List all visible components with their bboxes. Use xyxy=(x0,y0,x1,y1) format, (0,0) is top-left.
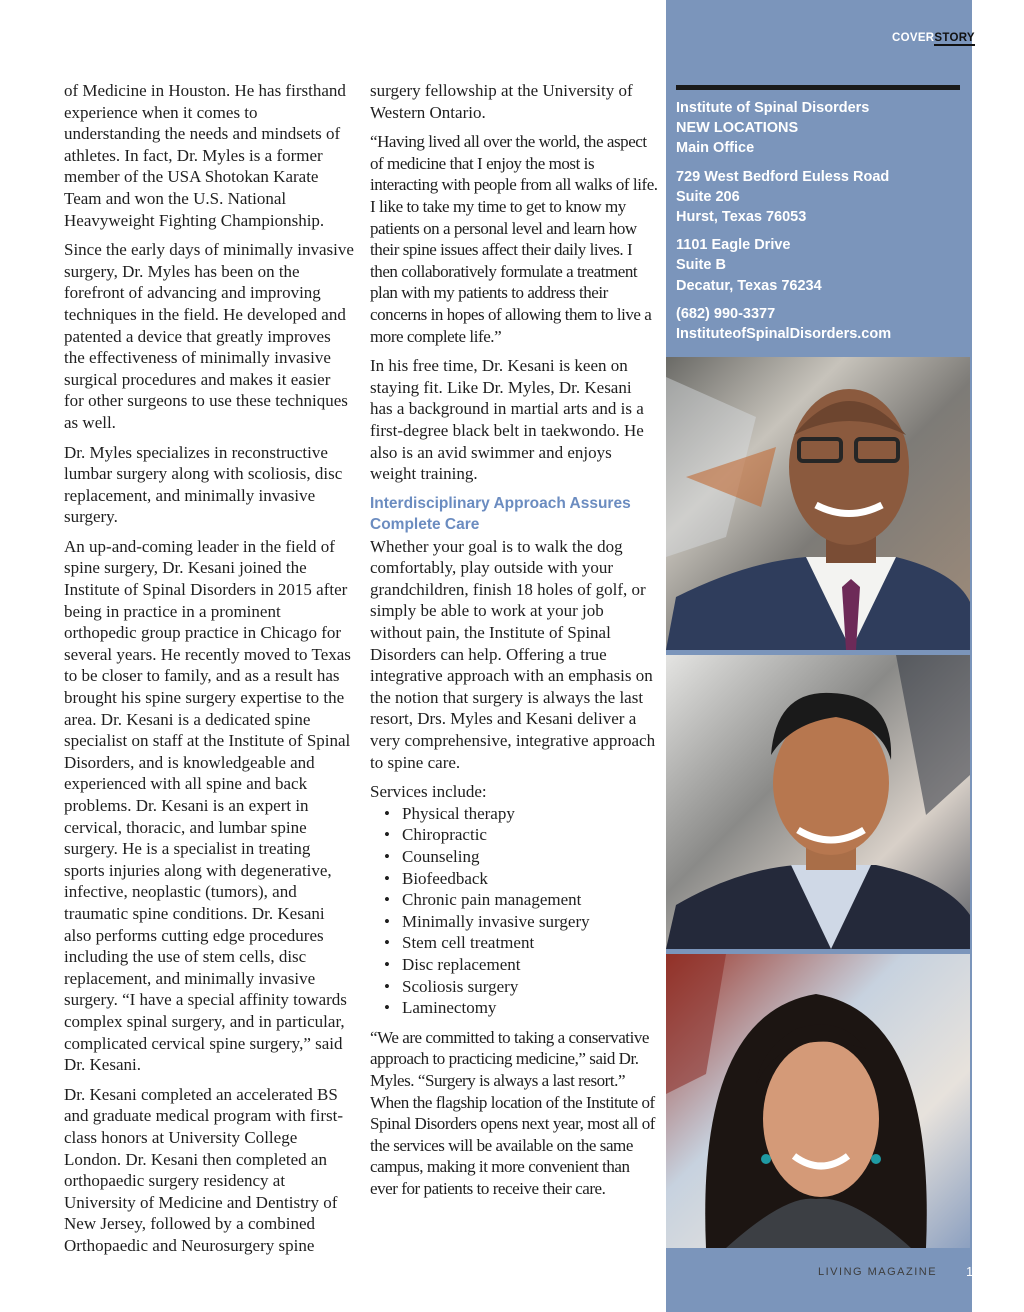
article-paragraph: Dr. Kesani completed an accelerated BS and graduate medical program with first-class honors at University College London. Dr. Kesani then completed an orthopaedic surgery residency at University of Medicine and Dentistry of New Jersey, followed by a combined Orthopaedic and Neurosurgery spine xyxy=(64,1084,343,1255)
phone-number[interactable]: (682) 990-3377 xyxy=(676,305,776,322)
institute-name: Institute of Spinal Disorders xyxy=(676,100,870,116)
doctor-portrait-photo xyxy=(666,357,970,650)
address-line: 1101 Eagle Drive xyxy=(676,237,791,254)
address-line: 729 West Bedford Euless Road xyxy=(676,168,890,185)
portrait-illustration xyxy=(666,357,970,650)
portrait-illustration xyxy=(666,655,970,949)
section-tag-story: STORY xyxy=(934,32,975,44)
services-intro: Services include: xyxy=(370,782,487,802)
address-line: Hurst, Texas 76053 xyxy=(676,209,807,226)
article-paragraph: An up-and-coming leader in the field of spine surgery, Dr. Kesani joined the Institute of Spinal Disorders in 2015 after being in practice in a prominent orthopedic group practice in Chicago for several years. He recently moved to Texas to be closer to family, and as a result has brought his spine surgery expertise to the area. Dr. Kesani is a dedicated spine specialist on staff at the Institute of Spinal Disorders, and is knowledgeable and experienced with all spine and back problems. Dr. Kesani is an expert in cervical, thoracic, and lumbar spine surgery. He is a specialist in treating sports injuries along with degenerative, infective, neoplastic (tumors), and traumatic spine conditions. Dr. Kesani also performs cutting edge procedures including the use of stem cells, disc replacement, and minimally invasive surgery. “I have a special affinity towards complex spinal surgery, and in particular, complicated cervical spine surgery,” said Dr. Kesani. xyxy=(64,536,351,1075)
article-paragraph: Dr. Myles specializes in reconstructive lumbar surgery along with scoliosis, disc replacement, and minimally invasive surgery. xyxy=(64,442,343,527)
list-item: • Counseling xyxy=(384,846,658,868)
location-info xyxy=(676,98,968,352)
article-paragraph: “We are committed to taking a conservative approach to practicing medicine,” said Dr. Myles. “Surgery is always a last resort.” When the flagship location of the Institute of Spinal Disorders opens next year, most all of the services will be available on the same campus, making it more convenient than ever for patients to receive their care. xyxy=(370,1027,656,1198)
page-number: 19 xyxy=(966,1264,981,1279)
section-heading: Interdisciplinary Approach Assures Complete Care xyxy=(370,494,631,534)
main-office-label: Main Office xyxy=(676,140,755,157)
article-paragraph: Whether your goal is to walk the dog comfortably, play outside with your grandchildren, finish 18 holes of golf, or simply be able to work at your job without pain, the Institute of Spinal Disorders can help. Offering a true integrative approach with an emphasis on the notion that surgery is always the last resort, Drs. Myles and Kesani deliver a very comprehensive, integrative approach to spine care. xyxy=(370,536,656,772)
article-column-2 xyxy=(370,80,658,1208)
address-line: Decatur, Texas 76234 xyxy=(676,277,822,294)
article-paragraph: Since the early days of minimally invasive surgery, Dr. Myles has been on the forefront of advancing and improving techniques in the field. He developed and patented a device that greatly improves the effectiveness of minimally invasive surgical procedures and makes it easier for other surgeons to use these techniques as well. xyxy=(64,240,354,432)
address-decatur xyxy=(676,235,968,296)
list-item: • Scoliosis surgery xyxy=(384,976,658,998)
pull-quote: “Having lived all over the world, the aspect of medicine that I enjoy the most is interacting with people from all walks of life. I like to take my time to get to know my patients on a personal level and learn how their spine issues affect their daily lives. I then collaboratively formulate a treatment plan with my patients to address their concerns in hopes of allowing them to live a more complete life.” xyxy=(370,132,658,346)
new-locations-label: NEW LOCATIONS xyxy=(676,120,799,137)
address-hurst xyxy=(676,167,968,228)
website-link[interactable]: InstituteofSpinalDisorders.com xyxy=(676,326,892,343)
address-line: Suite B xyxy=(676,257,726,274)
list-item: • Chronic pain management xyxy=(384,889,658,911)
list-item: • Stem cell treatment xyxy=(384,932,658,954)
list-item: • Biofeedback xyxy=(384,868,658,890)
section-tag-cover: COVER xyxy=(892,32,935,44)
list-item: • Laminectomy xyxy=(384,997,658,1019)
article-paragraph: In his free time, Dr. Kesani is keen on staying fit. Like Dr. Myles, Dr. Kesani has a background in martial arts and is a first-degree black belt in taekwondo. He also is an avid swimmer and enjoys weight training. xyxy=(370,356,644,484)
list-item: • Physical therapy xyxy=(384,803,658,825)
list-item: • Minimally invasive surgery xyxy=(384,911,658,933)
address-line: Suite 206 xyxy=(676,188,740,205)
divider xyxy=(676,85,960,90)
section-tag xyxy=(892,32,975,44)
doctor-portrait-photo xyxy=(666,655,970,949)
list-item: • Disc replacement xyxy=(384,954,658,976)
portrait-illustration xyxy=(666,954,970,1248)
services-list xyxy=(370,803,658,1019)
list-item: • Chiropractic xyxy=(384,824,658,846)
doctor-portrait-photo xyxy=(666,954,970,1248)
article-paragraph: surgery fellowship at the University of Western Ontario. xyxy=(370,81,633,122)
magazine-name: LIVING MAGAZINE xyxy=(818,1266,938,1278)
article-paragraph: of Medicine in Houston. He has firsthand experience when it comes to understanding the needs and mindsets of athletes. In fact, Dr. Myles is a former member of the USA Shotokan Karate Team and won the U.S. National Heavyweight Fighting Championship. xyxy=(64,81,346,230)
article-column-1 xyxy=(64,80,354,1264)
